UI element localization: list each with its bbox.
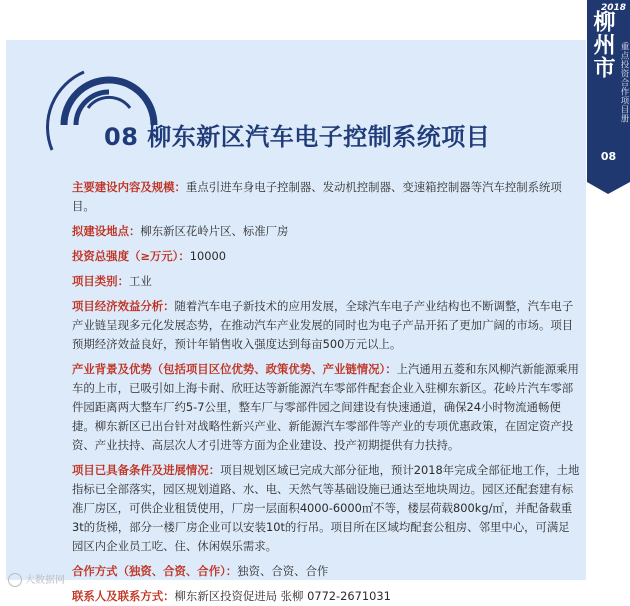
item-text: 工业 bbox=[128, 274, 152, 288]
item-label: 联系人及联系方式： bbox=[72, 589, 175, 603]
side-city-title: 柳州市 bbox=[590, 10, 616, 79]
item-label: 投资总强度（≥万元）： bbox=[72, 249, 190, 263]
item-construction bbox=[72, 178, 580, 216]
logo-ring-icon bbox=[8, 573, 22, 587]
side-subtitle: 重点投资合作项目册 bbox=[619, 42, 629, 123]
item-text: 柳东新区花岭片区、标准厂房 bbox=[140, 224, 289, 238]
item-label: 项目类别： bbox=[72, 274, 129, 288]
item-text: 独资、合资、合作 bbox=[237, 564, 329, 578]
item-cooperation bbox=[72, 562, 580, 581]
item-label: 产业背景及优势（包括项目区位优势、政策优势、产业链情况）： bbox=[72, 362, 397, 376]
page-title: 08 柳东新区汽车电子控制系统项目 bbox=[104, 123, 491, 151]
item-text: 项目规划区域已完成大部分征地，预计2018年完成全部征地工作，土地指标已全部落实，园区规划道路、水、电、天然气等基础设施已通达至地块周边。园区还配套建有标准厂房区，可供企业租赁使用，厂房一层面积4000-6000㎡不等，楼层荷载800kg/㎡，并配备载重3t的货梯，部分一楼厂房企业可以安装10t的行吊。项目所在区域均配套公租房、邻里中心，可满足园区内企业员工吃、住、休闲娱乐需求。 bbox=[72, 463, 580, 553]
item-investment bbox=[72, 247, 580, 266]
item-label: 合作方式（独资、合资、合作）： bbox=[72, 564, 238, 578]
item-background bbox=[72, 360, 580, 455]
item-category bbox=[72, 272, 580, 291]
page-number: 08 bbox=[600, 150, 617, 163]
footer-logo-text: 大数据网 bbox=[25, 575, 65, 586]
side-tab-tip bbox=[587, 182, 630, 194]
item-progress bbox=[72, 461, 580, 556]
project-details bbox=[72, 178, 580, 606]
item-label: 项目经济效益分析： bbox=[72, 299, 175, 313]
item-text: 10000 bbox=[189, 249, 227, 263]
item-label: 项目已具备条件及进展情况： bbox=[72, 463, 221, 477]
item-text: 上汽通用五菱和东风柳汽新能源乘用车的上市，已吸引如上海卡耐、欣旺达等新能源汽车零部件配套企业入驻柳东新区。花岭片汽车零部件园距离两大整车厂约5-7公里，整车厂与零部件园之间建设有快速通道，确保24小时物流通畅便捷。柳东新区已出台针对战略性新兴产业、新能源汽车零部件等产业的专项优惠政策，在固定资产投资、产业扶持、高层次人才引进等方面为企业建设、投产初期提供有力扶持。 bbox=[72, 362, 579, 452]
item-location bbox=[72, 222, 580, 241]
item-label: 拟建设地点： bbox=[72, 224, 141, 238]
item-benefit bbox=[72, 297, 580, 354]
item-text: 重点引进车身电子控制器、发动机控制器、变速箱控制器等汽车控制系统项目。 bbox=[72, 180, 562, 213]
side-year: 2018 bbox=[600, 3, 626, 13]
footer-logo bbox=[8, 571, 65, 587]
side-tab bbox=[587, 0, 630, 182]
item-text: 随着汽车电子新技术的应用发展，全球汽车电子产业结构也不断调整，汽车电子产业链呈现多元化发展态势，在推动汽车产业发展的同时也为电子产品开拓了更加广阔的市场。项目预期经济效益良好，预计年销售收入强度达到每亩500万元以上。 bbox=[72, 299, 574, 351]
item-label: 主要建设内容及规模： bbox=[72, 180, 186, 194]
item-text: 柳东新区投资促进局 张柳 0772-2671031 bbox=[174, 589, 391, 603]
